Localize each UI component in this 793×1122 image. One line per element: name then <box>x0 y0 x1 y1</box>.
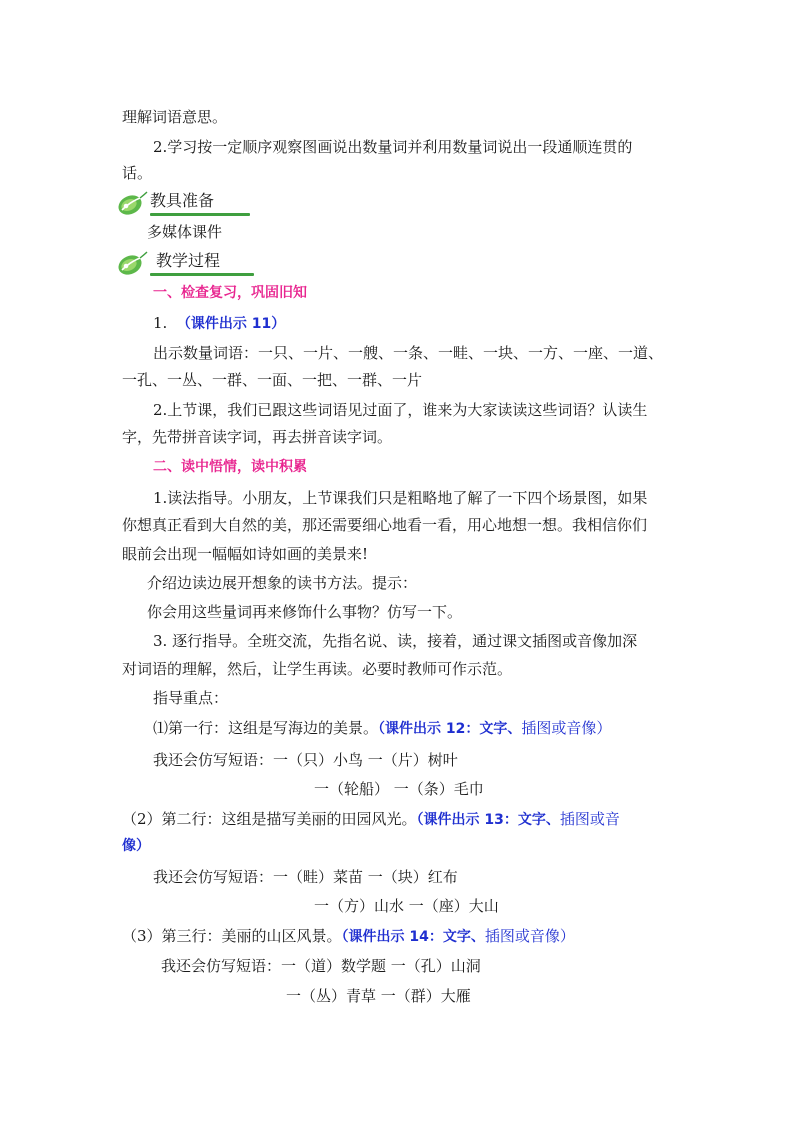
goal-2-line-b: 话。 <box>122 164 153 182</box>
part2-focus: 指导重点： <box>153 689 229 707</box>
part2-p3: 你会用这些量词再来修饰什么事物？仿写一下。 <box>147 603 463 621</box>
part2-p1-a: 1.读法指导。小朋友，上节课我们只是粗略地了解了一下四个场景图，如果 <box>153 489 648 507</box>
courseware-note: （课件出示 13：文字、 <box>416 812 560 828</box>
part1-item2-a: 2.上节课，我们已跟这些词语见过面了，谁来为大家读读这些词语？认读生 <box>153 401 648 419</box>
courseware-note-media: 插图或音 <box>559 810 620 828</box>
section-underline <box>150 213 250 216</box>
row3-example-a: 我还会仿写短语：一（道）数学题 一（孔）山洞 <box>161 957 481 975</box>
courseware-note-media: 插图或音像） <box>521 719 612 737</box>
part2-p4-b: 对词语的理解，然后，让学生再读。必要时教师可作示范。 <box>122 660 513 678</box>
row3-example-b: 一（丛）青草 一（群）大雁 <box>286 987 471 1005</box>
item1-number: 1. <box>153 314 168 332</box>
row1-text: ⑴第一行：这组是写海边的美景。 <box>153 719 379 737</box>
row2-text: （2）第二行：这组是描写美丽的田园风光。 <box>122 810 417 828</box>
section-title-tools: 教具准备 <box>150 191 215 210</box>
intro-line-1: 理解词语意思。 <box>122 108 228 126</box>
part1-item1 <box>153 313 285 334</box>
section-title-process: 教学过程 <box>156 251 221 270</box>
section-header-tools <box>116 190 256 216</box>
part1-heading: 一、检查复习，巩固旧知 <box>153 285 307 301</box>
part2-p4-a: 3. 逐行指导。全班交流，先指名说、读，接着，通过课文插图或音像加深 <box>153 632 638 650</box>
row3-line <box>122 926 575 947</box>
part1-words-b: 一孔、一丛、一群、一面、一把、一群、一片 <box>122 371 423 389</box>
row2-line <box>122 809 620 830</box>
row1-example-b: 一（轮船） 一（条）毛巾 <box>314 780 484 798</box>
courseware-note-media: 插图或音像） <box>484 927 575 945</box>
leaf-icon <box>116 190 150 216</box>
part2-heading: 二、读中悟情，读中积累 <box>153 459 307 475</box>
courseware-note: （课件出示 11） <box>176 316 286 332</box>
part2-p1-c: 眼前会出现一幅幅如诗如画的美景来! <box>122 545 369 563</box>
row2-example-b: 一（方）山水 一（座）大山 <box>314 897 499 915</box>
goal-2-line-a: 2.学习按一定顺序观察图画说出数量词并利用数量词说出一段通顺连贯的 <box>153 138 633 156</box>
part1-words-a: 出示数量词语：一只、一片、一艘、一条、一畦、一块、一方、一座、一道、 <box>153 344 664 362</box>
tools-content: 多媒体课件 <box>147 223 223 241</box>
part1-item2-b: 字，先带拼音读字词，再去拼音读字词。 <box>122 428 393 446</box>
section-header-process <box>116 250 256 276</box>
row1-example-a: 我还会仿写短语：一（只）小鸟 一（片）树叶 <box>153 751 458 769</box>
part2-p1-b: 你想真正看到大自然的美，那还需要细心地看一看，用心地想一想。我相信你们 <box>122 516 648 534</box>
leaf-icon <box>116 250 150 276</box>
row1-line <box>153 718 611 739</box>
section-underline <box>150 273 254 276</box>
courseware-note: （课件出示 14：文字、 <box>341 929 485 945</box>
courseware-note: （课件出示 12：文字、 <box>378 721 522 737</box>
part2-p2: 介绍边读边展开想象的读书方法。提示： <box>147 574 418 592</box>
row2-example-a: 我还会仿写短语：一（畦）菜苗 一（块）红布 <box>153 868 458 886</box>
row2-note-end: 像） <box>122 838 150 854</box>
row3-text: （3）第三行：美丽的山区风景。 <box>122 927 342 945</box>
